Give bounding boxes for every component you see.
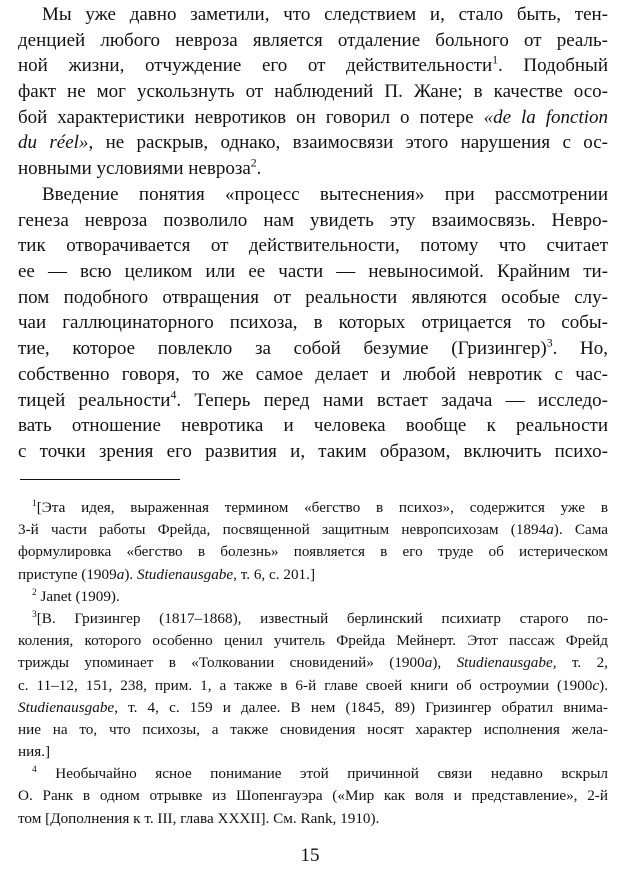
text-line: ной жизни, отчуждение его от действительности$^1$. Подобный <box>18 54 608 77</box>
text-line: ния.] <box>18 743 51 761</box>
text-line: пом подобного отвращения от реальности являются особые слу- <box>18 286 608 308</box>
text-line: Studienausgabe, т. 4, с. 159 и далее. В нем (1845, 89) Гризингер обратил внима- <box>18 698 608 716</box>
text-line: $^2$ Janet (1909). <box>32 587 120 605</box>
text-line: бой характеристики невротиков он говорил о потере «de la fonction <box>18 106 608 128</box>
text-line: Мы уже давно заметили, что следствием и, стало быть, тен- <box>42 4 608 25</box>
text-line: $^1$[Эта идея, выраженная термином «бегство в психоз», содержится уже в <box>32 498 608 516</box>
footnotes <box>18 497 608 830</box>
text-line: О. Ранк в одном отрывке из Шопенгауэра («Мир как воля и представление», 2-й <box>18 787 608 805</box>
text-line: приступе (1909a). Studienausgabe, т. 6, с. 201.] <box>18 565 315 583</box>
text-line: денцией любого невроза является отдаление больного от реаль- <box>18 29 608 51</box>
page-number: 15 <box>300 845 320 866</box>
footnote-ref-3[interactable]: 3 <box>546 336 553 350</box>
text-line: чаи галлюцинаторного психоза, в которых отрицается то собы- <box>18 312 608 334</box>
paragraph-2 <box>18 182 608 465</box>
text-line: с точки зрения его развития и, таким образом, включить психо- <box>18 440 608 462</box>
text-line: вать отношение невротика и человека вообще к реальности <box>18 415 608 437</box>
text-line: коления, которого особенно ценил учитель Фрейда Мейнерт. Этот пассаж Фрейд <box>18 632 608 650</box>
text-line: $^3$[В. Гризингер (1817–1868), известный берлинский психиатр старого по- <box>32 609 608 627</box>
paragraph-1 <box>18 2 608 182</box>
text-line: 3-й части работы Фрейда, посвященной защитным невропсихозам (1894a). Сама <box>18 521 608 539</box>
text-line: $^4$ Необычайно ясное понимание этой причинной связи недавно вскрыл <box>32 765 608 783</box>
text-line: ее — всю целиком или ее части — невыносимой. Крайним ти- <box>18 261 608 283</box>
text-line: факт не мог ускользнуть от наблюдений П. Жане; в качестве осо- <box>18 81 608 103</box>
footnote-ref-1[interactable]: 1 <box>492 54 498 68</box>
text-line: тицей реальности$^4$. Теперь перед нами встает задача — исследо- <box>18 388 608 411</box>
text-line: du réel», не раскрыв, однако, взаимосвязи этого нарушения с ос- <box>18 132 608 154</box>
footnote-3 <box>18 608 608 763</box>
footnote-ref-2[interactable]: 2 <box>250 156 257 170</box>
text-line: том [Дополнения к т. III, глава XXXII]. См. Rank, 1910). <box>18 809 380 827</box>
text-line: собственно говоря, то же самое делает и любой невротик с час- <box>18 363 608 385</box>
text-line: трижды упоминает в «Толковании сновидений» (1900a), Studienausgabe, т. 2, <box>18 654 608 672</box>
footnote-2 <box>18 586 608 608</box>
footnote-4 <box>18 763 608 830</box>
footnote-ref-4[interactable]: 4 <box>170 388 177 402</box>
text-line: новными условиями невроза$^2$. <box>18 156 262 180</box>
footnote-divider <box>20 479 180 480</box>
text-line: с. 11–12, 151, 238, прим. 1, а также в 6-й главе своей книги об остроумии (1900c). <box>18 676 608 694</box>
text-line: генеза невроза позволило нам увидеть эту взаимосвязь. Невро- <box>18 209 608 231</box>
text-line: тие, которое повлекло за собой безумие (Гризингер)$^3$. Но, <box>18 336 608 360</box>
text-line: Введение понятия «процесс вытеснения» при рассмотрении <box>42 184 608 205</box>
footnote-1 <box>18 497 608 586</box>
text-line: ние на то, что психозы, а также сновидения носят характер исполнения жела- <box>18 720 608 738</box>
text-line: формулировка «бегство в болезнь» появляется в его труде об истерическом <box>18 543 608 561</box>
text-line: тик отворачивается от действительности, потому что считает <box>18 235 608 257</box>
